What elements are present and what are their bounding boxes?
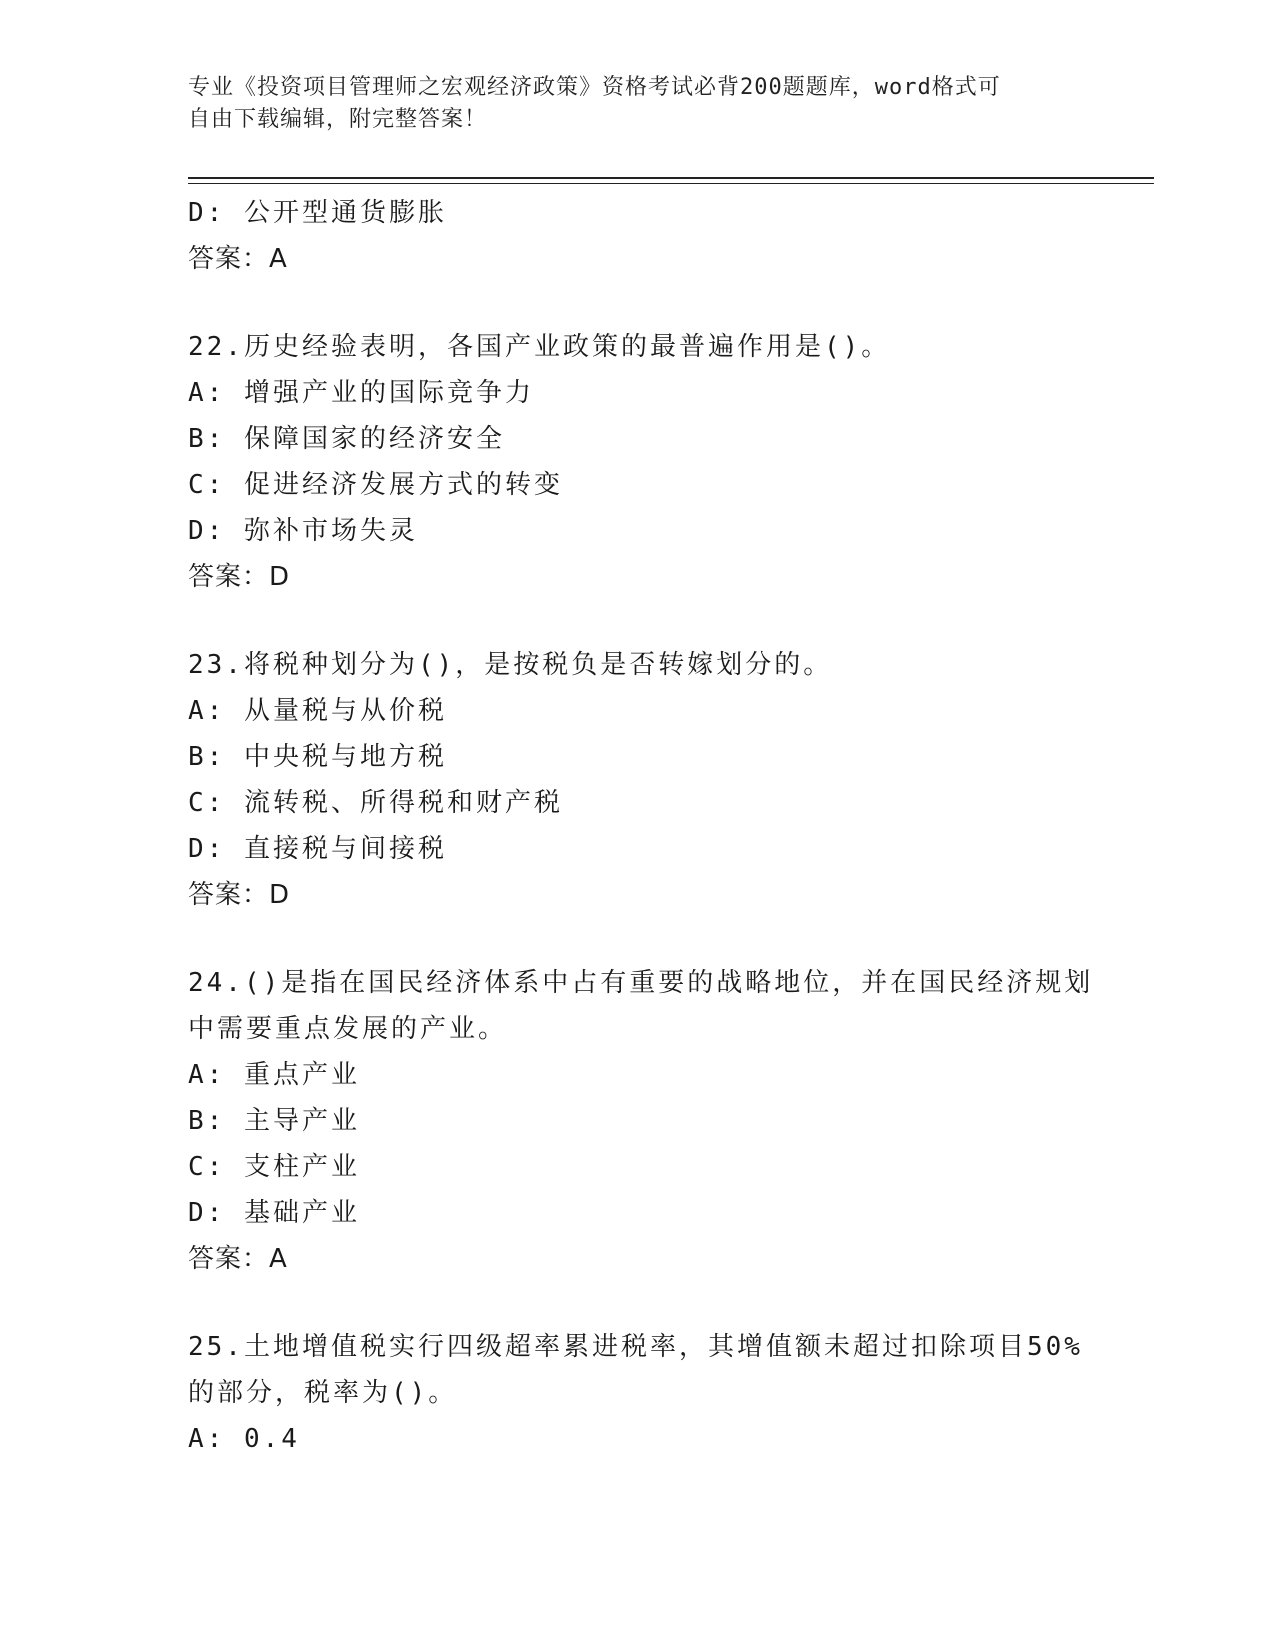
answer: 答案：D	[188, 562, 291, 592]
header-line-2: 自由下载编辑，附完整答案！	[188, 107, 488, 132]
option-c: C: 流转税、所得税和财产税	[188, 788, 563, 818]
question-list	[188, 190, 1094, 1462]
answer: 答案：D	[188, 880, 291, 910]
question-stem: 22.历史经验表明，各国产业政策的最普遍作用是()。	[188, 332, 891, 362]
option-b: B: 保障国家的经济安全	[188, 424, 505, 454]
option-a: A: 重点产业	[188, 1060, 360, 1090]
question-stem-line-1: 25.土地增值税实行四级超率累进税率，其增值额未超过扣除项目50%	[188, 1332, 1083, 1362]
answer: 答案：A	[188, 244, 288, 274]
question-stem-line-2: 中需要重点发展的产业。	[188, 1014, 508, 1044]
answer: 答案：A	[188, 1244, 288, 1274]
question-stem-line-2: 的部分，税率为()。	[188, 1378, 458, 1408]
question-stem: 23.将税种划分为()，是按税负是否转嫁划分的。	[188, 650, 833, 680]
header-line-1: 专业《投资项目管理师之宏观经济政策》资格考试必背200题题库，word格式可	[188, 75, 1001, 100]
option-b: B: 主导产业	[188, 1106, 360, 1136]
header-divider-thin	[188, 183, 1154, 184]
question-stem-line-1: 24.()是指在国民经济体系中占有重要的战略地位，并在国民经济规划	[188, 968, 1094, 998]
option-a: A: 从量税与从价税	[188, 696, 447, 726]
option-d: D: 直接税与间接税	[188, 834, 447, 864]
option-d: D: 公开型通货膨胀	[188, 198, 447, 228]
option-c: C: 促进经济发展方式的转变	[188, 470, 563, 500]
header-divider-thick	[188, 177, 1154, 179]
document-header	[188, 72, 1068, 136]
option-a: A: 增强产业的国际竞争力	[188, 378, 534, 408]
option-b: B: 中央税与地方税	[188, 742, 447, 772]
option-d: D: 弥补市场失灵	[188, 516, 418, 546]
option-a: A: 0.4	[188, 1424, 300, 1454]
option-d: D: 基础产业	[188, 1198, 360, 1228]
option-c: C: 支柱产业	[188, 1152, 360, 1182]
